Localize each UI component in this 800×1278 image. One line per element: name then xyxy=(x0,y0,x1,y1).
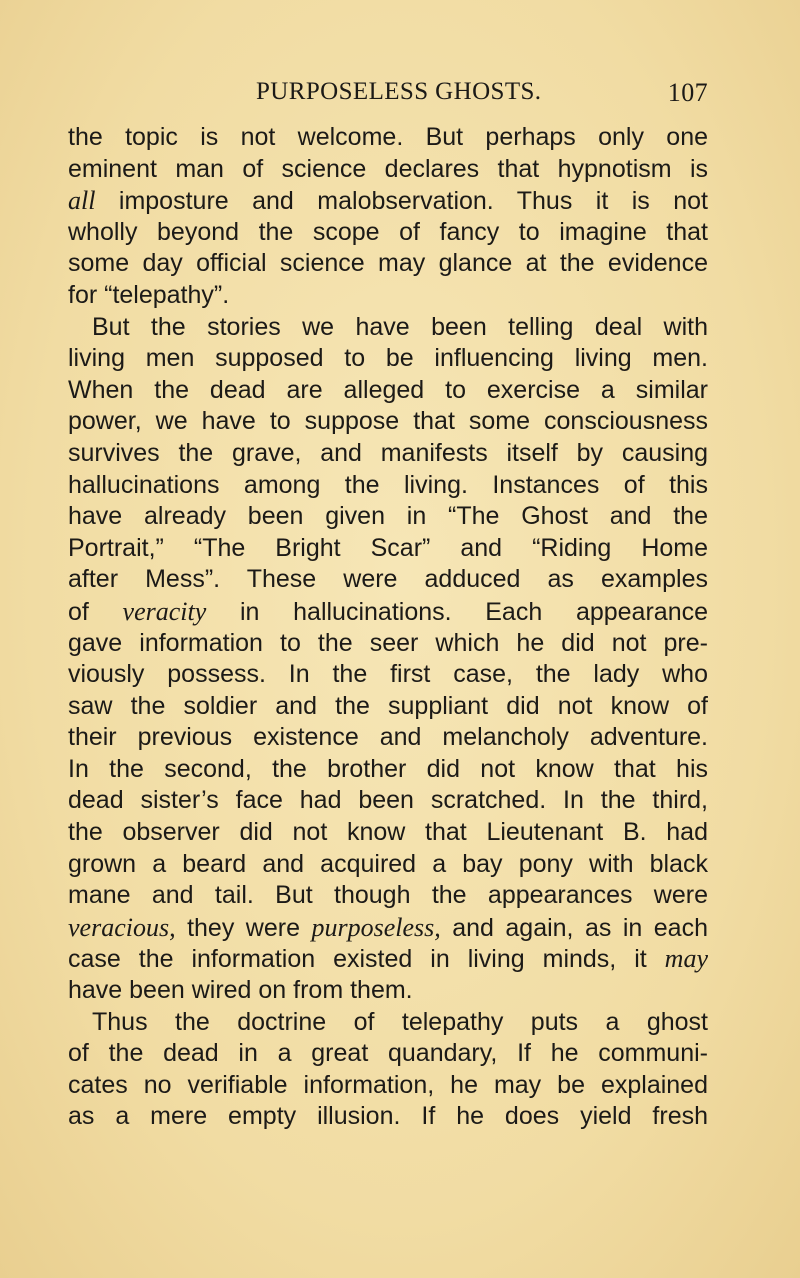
text-line: have been wired on from them. xyxy=(68,976,413,1005)
italic-word: purposeless, xyxy=(311,912,441,942)
text-line: cates no verifiable information, he may be explained xyxy=(68,1070,708,1099)
text-line: gave information to the seer which he did not pre- xyxy=(68,628,708,657)
text-segment: case the information existed in living minds, it xyxy=(68,945,665,974)
text-segment: of xyxy=(68,597,123,626)
text-line: But the stories we have been telling deal with xyxy=(92,312,708,341)
text-line: the observer did not know that Lieutenant B. had xyxy=(68,818,708,847)
running-head xyxy=(256,78,708,112)
text-line: survives the grave, and manifests itself by causing xyxy=(68,438,708,467)
text-segment: they were xyxy=(175,913,312,942)
text-line: mane and tail. But though the appearances were xyxy=(68,881,708,910)
text-segment: in hallucinations. Each appearance xyxy=(206,597,708,626)
text-line: grown a beard and acquired a bay pony with black xyxy=(68,849,708,878)
text-line xyxy=(68,912,708,944)
text-line: as a mere empty illusion. If he does yield fresh xyxy=(68,1102,708,1131)
text-line: some day official science may glance at the evidence xyxy=(68,249,708,278)
text-line: Thus the doctrine of telepathy puts a ghost xyxy=(92,1007,708,1036)
running-title: PURPOSELESS GHOSTS. xyxy=(256,78,542,105)
text-line xyxy=(68,596,708,628)
text-line xyxy=(68,943,708,975)
text-line: of the dead in a great quandary, If he communi- xyxy=(68,1039,708,1068)
text-line: have already been given in “The Ghost and the xyxy=(68,502,708,531)
text-segment: imposture and malobservation. Thus it is not xyxy=(95,187,708,216)
text-line: after Mess”. These were adduced as examples xyxy=(68,565,708,594)
body-text xyxy=(68,122,708,1133)
italic-word: may xyxy=(664,944,708,974)
text-line: dead sister’s face had been scratched. In the third, xyxy=(68,786,708,815)
text-line: hallucinations among the living. Instances of this xyxy=(68,470,708,499)
italic-word: veracity xyxy=(122,596,207,626)
text-line: their previous existence and melancholy adventure. xyxy=(68,723,708,752)
text-line: wholly beyond the scope of fancy to imagine that xyxy=(68,217,708,246)
text-line: for “telepathy”. xyxy=(68,280,230,309)
text-line: In the second, the brother did not know that his xyxy=(68,754,708,783)
text-line: viously possess. In the first case, the lady who xyxy=(68,660,708,689)
text-line: eminent man of science declares that hypnotism is xyxy=(68,154,708,183)
text-line: living men supposed to be influencing living men. xyxy=(68,344,708,373)
text-line: When the dead are alleged to exercise a similar xyxy=(68,375,708,404)
text-line: Portrait,” “The Bright Scar” and “Riding Home xyxy=(68,533,708,562)
italic-word: all xyxy=(68,186,96,216)
text-line: saw the soldier and the suppliant did not know of xyxy=(68,691,708,720)
text-line xyxy=(68,185,708,217)
italic-word: veracious, xyxy=(68,912,176,942)
text-line: the topic is not welcome. But perhaps only one xyxy=(68,123,708,151)
text-segment: and again, as in each xyxy=(440,913,708,942)
page-number: 107 xyxy=(667,78,708,107)
text-line: power, we have to suppose that some consciousness xyxy=(68,407,708,436)
